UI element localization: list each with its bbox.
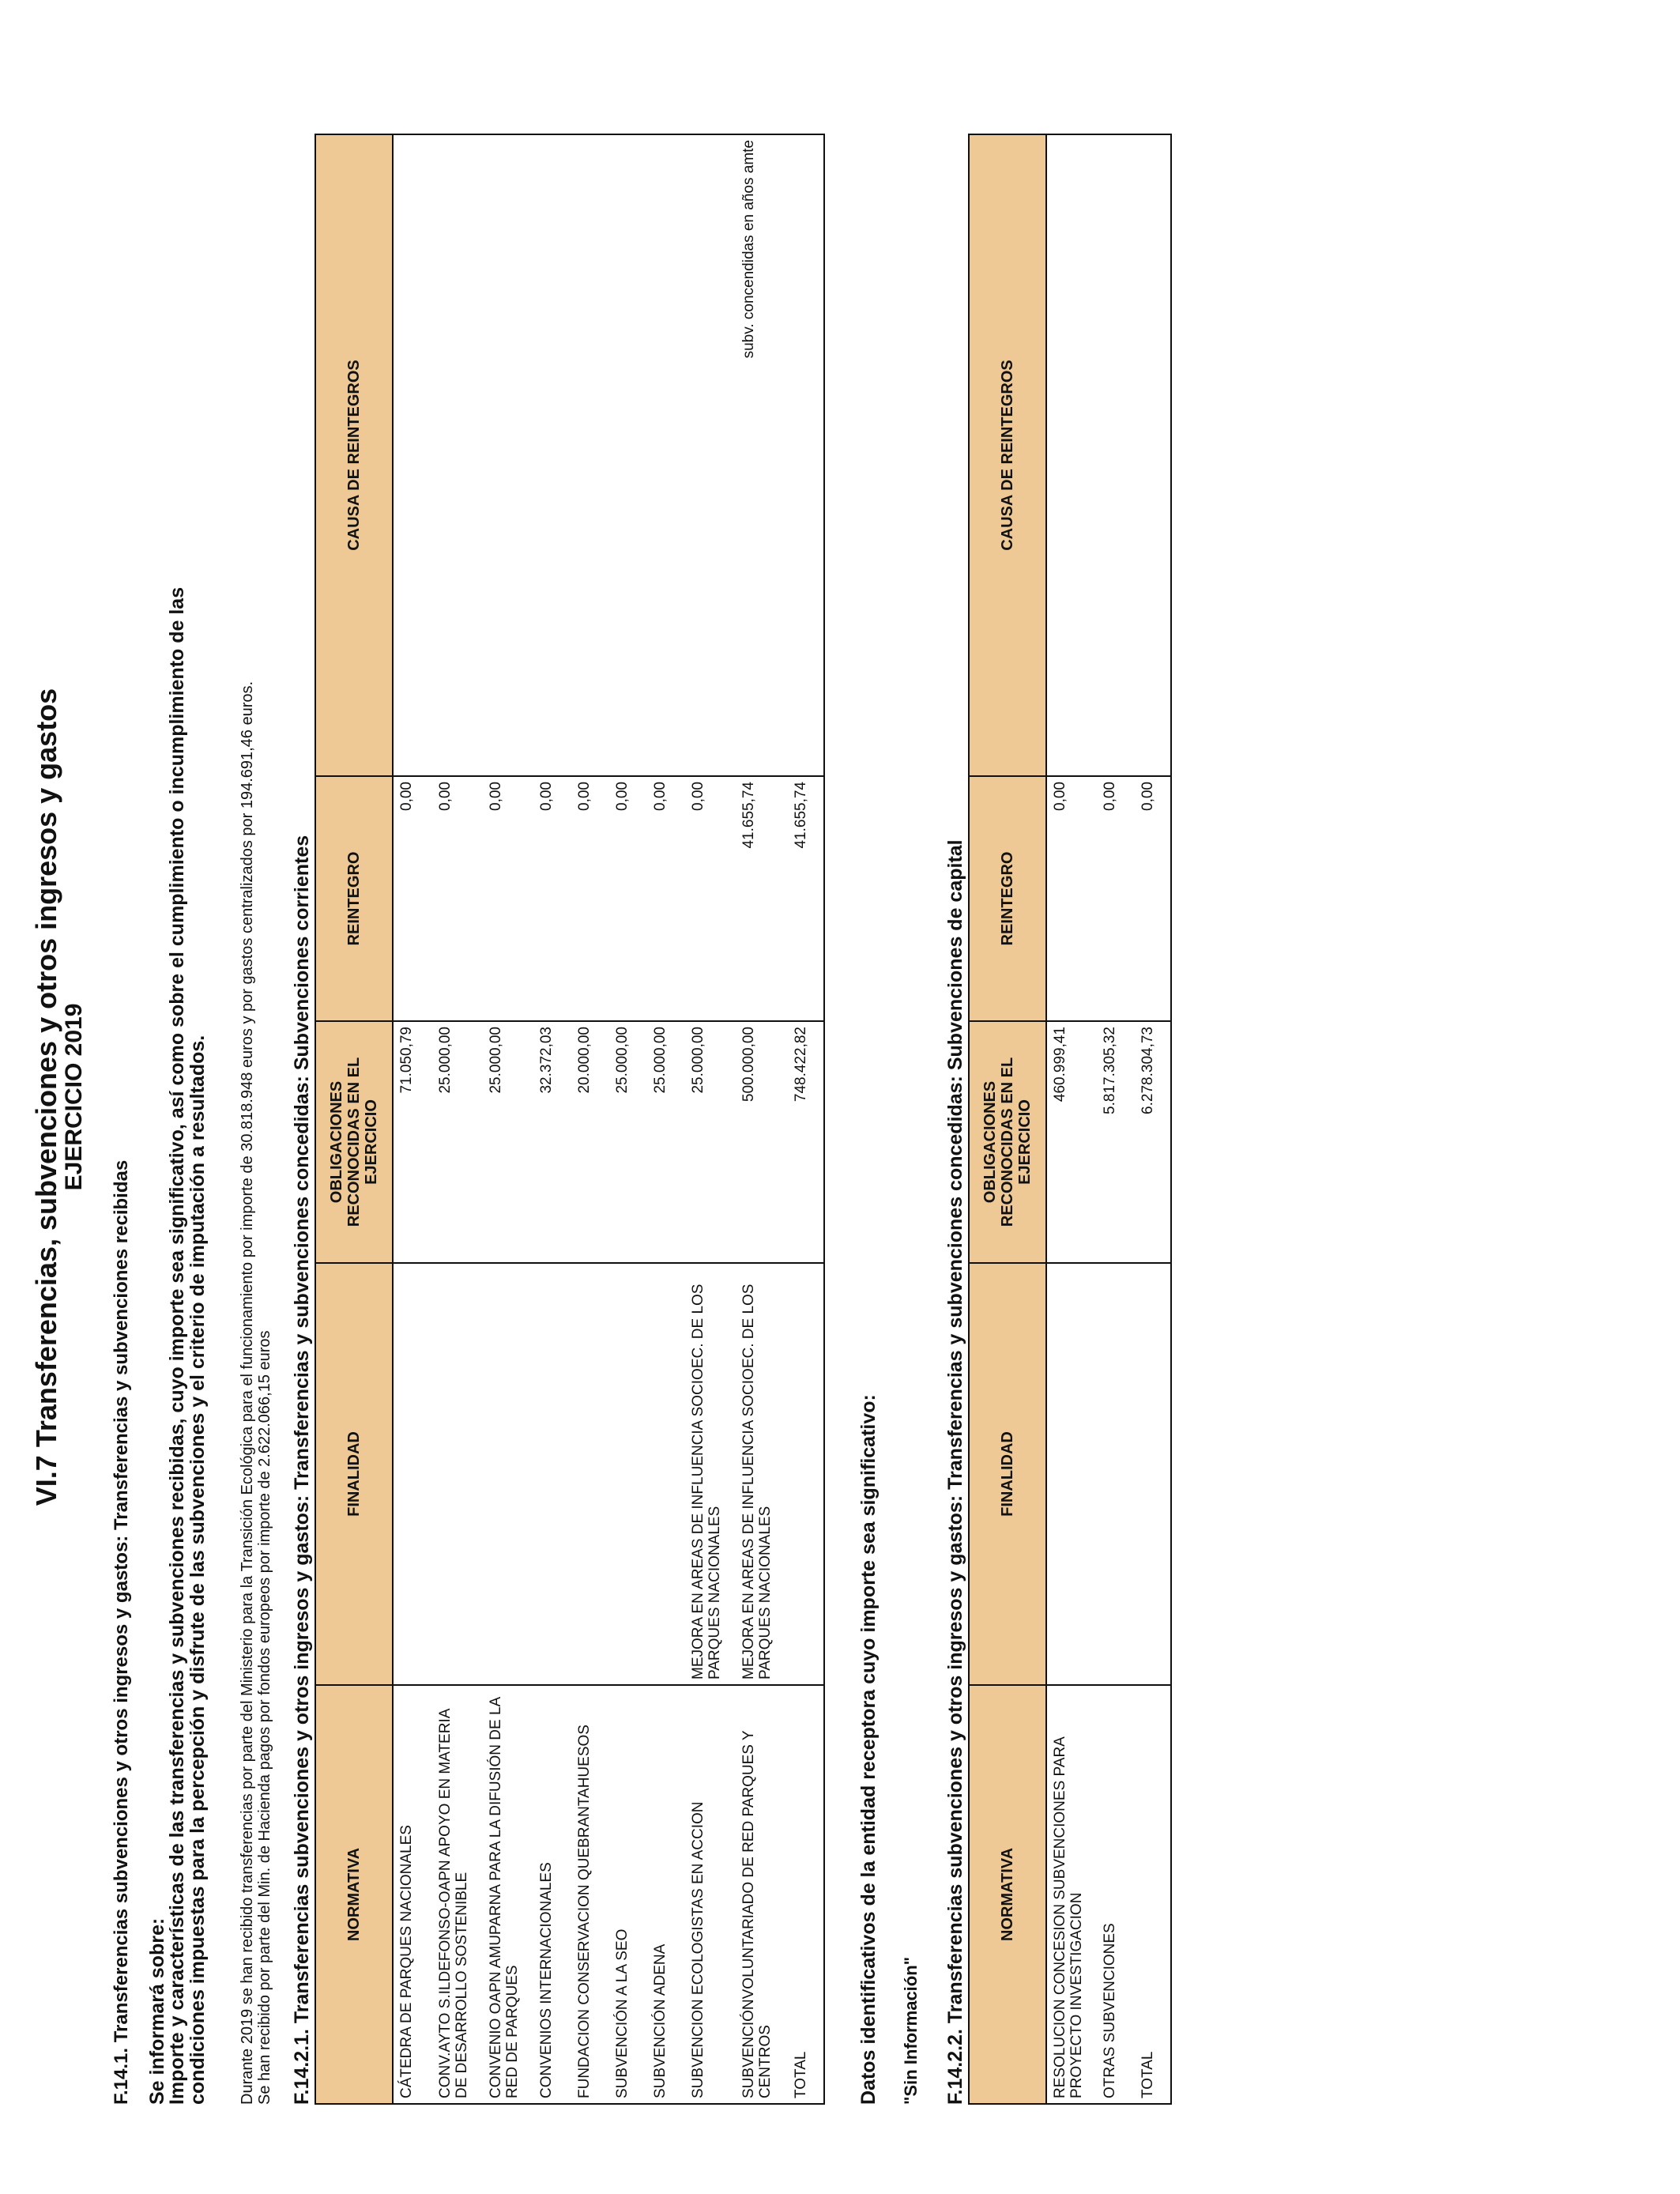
table-row-total [1135, 134, 1171, 2104]
cell-obligaciones: 71.050,79 [393, 1021, 432, 1263]
durante-text-line1: Durante 2019 se han recibido transferencias por parte del Ministerio para la Transición Ecológica para el funcionamiento por importe de 30.818.948 euros y por gastos centralizados por 194.691,46 euros. [239, 680, 256, 2105]
importe-text-line1: Importe y características de las transferencias y subvenciones recibidas, cuyo importe sea significativo, así como sobre el cumplimiento o incumplimiento de las [166, 586, 188, 2105]
table-subvenciones-corrientes [315, 134, 825, 2105]
cell-obligaciones: 25.000,00 [685, 1021, 736, 1263]
cell-causa [788, 134, 824, 776]
cell-reintegro: 41.655,74 [736, 776, 788, 1021]
cell-normativa: CONVENIOS INTERNACIONALES [533, 1685, 571, 2104]
cell-obligaciones: 6.278.304,73 [1135, 1021, 1171, 1263]
cell-reintegro: 0,00 [393, 776, 432, 1021]
section-f1422-heading: F.14.2.2. Transferencias subvenciones y otros ingresos y gastos: Transferencias y subvenciones concedidas: Subvenciones de capital [944, 839, 966, 2105]
cell-finalidad [1097, 1263, 1135, 1685]
cell-obligaciones: 25.000,00 [483, 1021, 533, 1263]
header-finalidad: FINALIDAD [315, 1263, 393, 1685]
table-row [432, 134, 483, 2104]
cell-finalidad [432, 1263, 483, 1685]
table-row [571, 134, 609, 2104]
cell-causa [432, 134, 483, 776]
cell-causa [483, 134, 533, 776]
cell-causa [393, 134, 432, 776]
sin-informacion-text: "Sin Información" [901, 1956, 921, 2105]
cell-finalidad [609, 1263, 647, 1685]
table-row [533, 134, 571, 2104]
durante-text-line2: Se han recibido por parte del Min. de Hacienda pagos por fondos europeos por importe de 2.622.066,15 euros [256, 1330, 273, 2105]
cell-finalidad [393, 1263, 432, 1685]
cell-reintegro: 0,00 [1046, 776, 1097, 1021]
table-row [393, 134, 432, 2104]
cell-finalidad [647, 1263, 685, 1685]
cell-reintegro: 0,00 [1135, 776, 1171, 1021]
cell-causa [1135, 134, 1171, 776]
cell-normativa: RESOLUCION CONCESION SUBVENCIONES PARA PROYECTO INVESTIGACION [1046, 1685, 1097, 2104]
cell-finalidad [1046, 1263, 1097, 1685]
header-reintegro: REINTEGRO [969, 776, 1046, 1021]
cell-causa [1097, 134, 1135, 776]
cell-reintegro: 0,00 [609, 776, 647, 1021]
cell-obligaciones: 748.422,82 [788, 1021, 824, 1263]
table-row [609, 134, 647, 2104]
cell-normativa: SUBVENCIÓN A LA SEO [609, 1685, 647, 2104]
cell-normativa: CONVENIO OAPN AMUPARNA PARA LA DIFUSIÓN DE LA RED DE PARQUES [483, 1685, 533, 2104]
cell-finalidad: MEJORA EN AREAS DE INFLUENCIA SOCIOEC. DE LOS PARQUES NACIONALES [736, 1263, 788, 1685]
section-f1411-heading: F.14.1. Transferencias subvenciones y otros ingresos y gastos: Transferencias y subvenciones recibidas [111, 1159, 132, 2105]
page-subtitle: EJERCICIO 2019 [61, 1003, 87, 1191]
cell-causa: subv. concendidas en años amte [736, 134, 788, 776]
cell-reintegro: 0,00 [432, 776, 483, 1021]
table-row [1097, 134, 1135, 2104]
cell-normativa: FUNDACION CONSERVACION QUEBRANTAHUESOS [571, 1685, 609, 2104]
cell-obligaciones: 25.000,00 [609, 1021, 647, 1263]
cell-normativa: TOTAL [788, 1685, 824, 2104]
table-row [685, 134, 736, 2104]
cell-normativa: SUBVENCIÓNVOLUNTARIADO DE RED PARQUES Y CENTROS [736, 1685, 788, 2104]
cell-reintegro: 0,00 [1097, 776, 1135, 1021]
cell-finalidad: MEJORA EN AREAS DE INFLUENCIA SOCIOEC. DE LOS PARQUES NACIONALES [685, 1263, 736, 1685]
header-obligaciones: OBLIGACIONES RECONOCIDAS EN EL EJERCICIO [315, 1021, 393, 1263]
cell-reintegro: 0,00 [483, 776, 533, 1021]
datos-identificativos-heading: Datos identificativos de la entidad receptora cuyo importe sea significativo: [857, 1394, 880, 2105]
cell-causa [571, 134, 609, 776]
cell-normativa: SUBVENCION ECOLOGISTAS EN ACCION [685, 1685, 736, 2104]
cell-obligaciones: 5.817.305,32 [1097, 1021, 1135, 1263]
cell-reintegro: 0,00 [685, 776, 736, 1021]
cell-causa [609, 134, 647, 776]
cell-causa [533, 134, 571, 776]
header-finalidad: FINALIDAD [969, 1263, 1046, 1685]
table-row [1046, 134, 1097, 2104]
cell-causa [647, 134, 685, 776]
header-reintegro: REINTEGRO [315, 776, 393, 1021]
cell-finalidad [571, 1263, 609, 1685]
cell-reintegro: 0,00 [571, 776, 609, 1021]
page-title: VI.7 Transferencias, subvenciones y otros ingresos y gastos [30, 688, 62, 1506]
cell-normativa: CÁTEDRA DE PARQUES NACIONALES [393, 1685, 432, 2104]
cell-causa [1046, 134, 1097, 776]
table-row [736, 134, 788, 2104]
table-row [647, 134, 685, 2104]
header-causa: CAUSA DE REINTEGROS [315, 134, 393, 776]
cell-causa [685, 134, 736, 776]
section-f1421-heading: F.14.2.1. Transferencias subvenciones y otros ingresos y gastos: Transferencias y subvenciones concedidas: Subvenciones corrientes [291, 835, 313, 2105]
cell-obligaciones: 32.372,03 [533, 1021, 571, 1263]
table-row [483, 134, 533, 2104]
header-normativa: NORMATIVA [969, 1685, 1046, 2104]
cell-reintegro: 0,00 [533, 776, 571, 1021]
cell-finalidad [1135, 1263, 1171, 1685]
cell-obligaciones: 460.999,41 [1046, 1021, 1097, 1263]
cell-finalidad [788, 1263, 824, 1685]
cell-normativa: CONV.AYTO S.ILDEFONSO-OAPN APOYO EN MATERIA DE DESARROLLO SOSTENIBLE [432, 1685, 483, 2104]
header-normativa: NORMATIVA [315, 1685, 393, 2104]
cell-finalidad [533, 1263, 571, 1685]
cell-reintegro: 41.655,74 [788, 776, 824, 1021]
cell-obligaciones: 25.000,00 [432, 1021, 483, 1263]
cell-normativa: SUBVENCIÓN ADENA [647, 1685, 685, 2104]
cell-obligaciones: 500.000,00 [736, 1021, 788, 1263]
cell-obligaciones: 25.000,00 [647, 1021, 685, 1263]
importe-text-line2: condiciones impuestas para la percepción y disfrute de las subvenciones y el criterio de imputación a resultados. [186, 1035, 209, 2105]
header-causa: CAUSA DE REINTEGROS [969, 134, 1046, 776]
cell-reintegro: 0,00 [647, 776, 685, 1021]
table-row-total [788, 134, 824, 2104]
se-informara-label: Se informará sobre: [146, 1917, 168, 2105]
cell-normativa: OTRAS SUBVENCIONES [1097, 1685, 1135, 2104]
header-obligaciones: OBLIGACIONES RECONOCIDAS EN EL EJERCICIO [969, 1021, 1046, 1263]
table-subvenciones-capital [968, 134, 1172, 2105]
cell-normativa: TOTAL [1135, 1685, 1171, 2104]
cell-obligaciones: 20.000,00 [571, 1021, 609, 1263]
cell-finalidad [483, 1263, 533, 1685]
